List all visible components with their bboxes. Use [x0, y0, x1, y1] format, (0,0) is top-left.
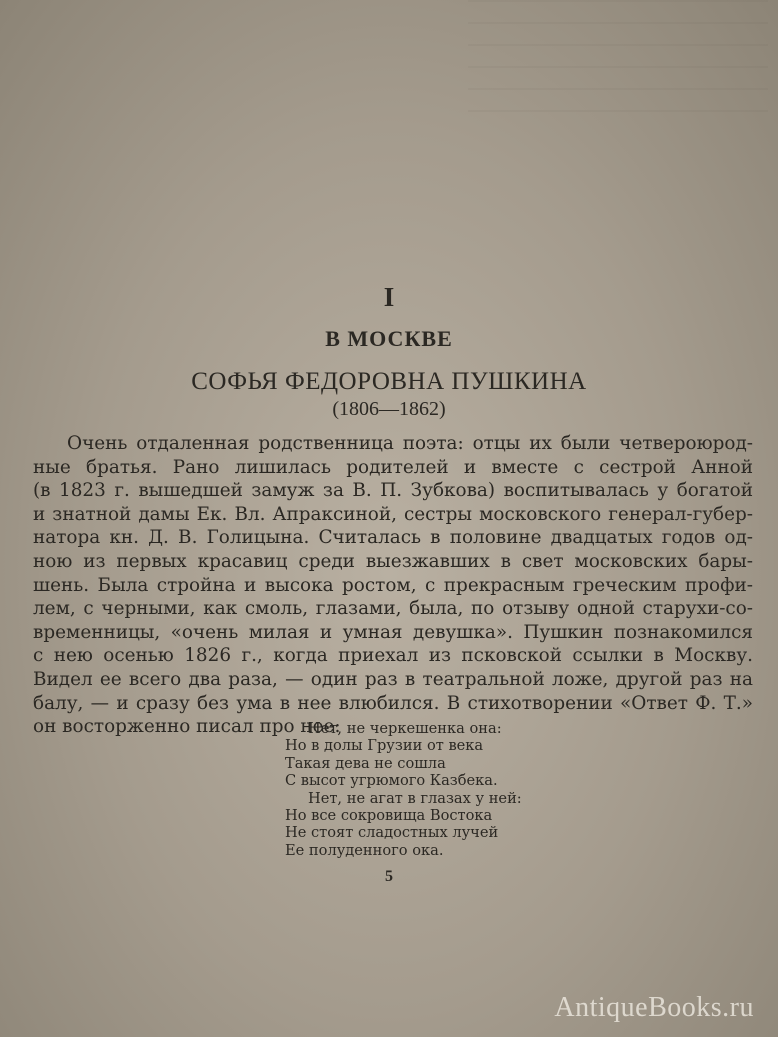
verse-block	[285, 720, 605, 859]
verse-line: Такая дева не сошла	[285, 754, 446, 772]
verse-line: Нет, не агат в глазах у ней:	[308, 789, 522, 807]
verse-line: Но в долы Грузии от века	[285, 737, 484, 755]
body-line: балу, — и сразу без ума в нее влюбился. В стихотворении «Ответ Ф. Т.»	[33, 692, 753, 714]
verse-line: С высот угрюмого Казбека.	[285, 772, 498, 790]
body-line: (в 1823 г. вышедшей замуж за В. П. Зубкова) воспитывалась у богатой	[33, 480, 753, 502]
body-line: шень. Была стройна и высока ростом, с прекрасным греческим профи-	[33, 574, 753, 596]
watermark: AntiqueBooks.ru	[554, 992, 754, 1023]
body-line: он восторженно писал про нее:	[33, 716, 341, 738]
body-line: ною из первых красавиц среди выезжавших в свет московских бары-	[33, 550, 753, 572]
body-paragraph	[33, 432, 753, 739]
verse-line: Нет, не черкешенка она:	[308, 720, 502, 737]
body-line: ные братья. Рано лишилась родителей и вместе с сестрой Анной	[33, 456, 753, 478]
verse-line: Не стоят сладостных лучей	[285, 824, 499, 842]
bleed-through-text	[468, 0, 768, 130]
body-line: и знатной дамы Ек. Вл. Апраксиной, сестры московского генерал-губер-	[33, 503, 753, 525]
verse-line: Но все сокровища Востока	[285, 807, 493, 825]
body-line: Очень отдаленная родственница поэта: отцы их были четвероюрод-	[67, 433, 753, 454]
person-name-heading: СОФЬЯ ФЕДОРОВНА ПУШКИНА	[191, 368, 587, 395]
body-line: с нею осенью 1826 г., когда приехал из псковской ссылки в Москву.	[33, 645, 753, 667]
chapter-numeral: I	[383, 282, 395, 312]
section-title: В МОСКВЕ	[325, 326, 453, 351]
verse-line: Ее полуденного ока.	[285, 841, 444, 859]
body-line: лем, с черными, как смоль, глазами, была, по отзыву одной старухи-со-	[33, 598, 753, 620]
life-years: (1806—1862)	[332, 398, 446, 420]
body-line: натора кн. Д. В. Голицына. Считалась в половине двадцатых годов од-	[33, 527, 753, 549]
body-line: Видел ее всего два раза, — один раз в театральной ложе, другой раз на	[33, 668, 753, 690]
page-number: 5	[385, 868, 393, 885]
body-line: временницы, «очень милая и умная девушка». Пушкин познакомился	[33, 621, 753, 643]
